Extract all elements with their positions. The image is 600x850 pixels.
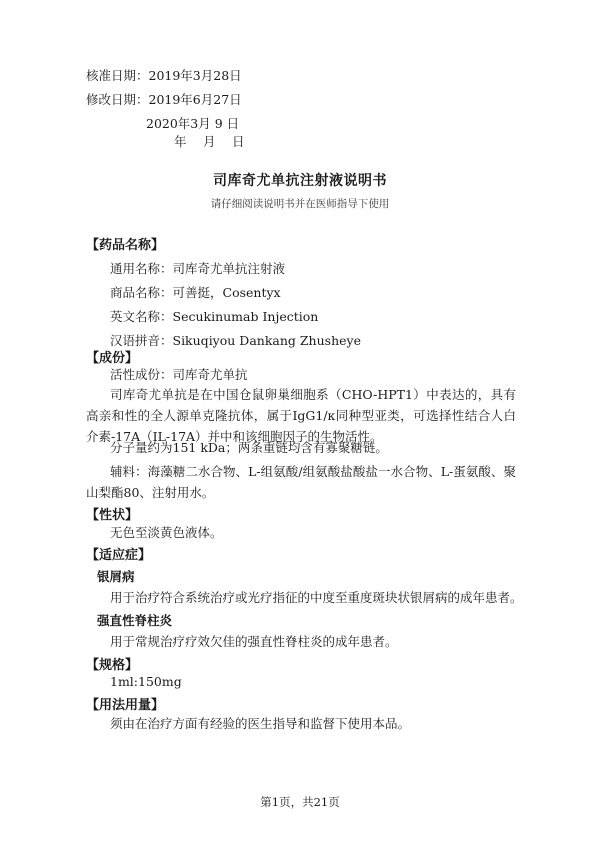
generic-name: 通用名称：司库奇尤单抗注射液 — [110, 261, 286, 276]
section-properties: 【性状】 — [86, 508, 139, 523]
section-drug-name: 【药品名称】 — [86, 238, 165, 253]
as-text: 用于常规治疗疗效欠佳的强直性脊柱炎的成年患者。 — [110, 634, 398, 649]
dosage-text: 须由在治疗方面有经验的医生指导和监督下使用本品。 — [110, 716, 411, 731]
section-composition: 【成份】 — [86, 351, 139, 366]
revision-date-3: 年 月 日 — [174, 134, 245, 149]
revision-date-1: 修改日期：2019年6月27日 — [86, 92, 242, 107]
page-footer: 第1页，共21页 — [260, 795, 340, 809]
psoriasis-title: 银屑病 — [97, 569, 135, 584]
excipients: 辅料：海藻糖二水合物、L-组氨酸/组氨酸盐酸盐一水合物、L-蛋氨酸、聚山梨酯80、注射用水。 — [86, 464, 516, 500]
approval-date: 核准日期：2019年3月28日 — [86, 68, 242, 83]
pinyin-name: 汉语拼音：Sikuqiyou Dankang Zhusheye — [110, 333, 361, 348]
psoriasis-text: 用于治疗符合系统治疗或光疗指征的中度至重度斑块状银屑病的成年患者。 — [110, 590, 523, 605]
active-ingredient: 活性成份：司库奇尤单抗 — [110, 367, 248, 382]
properties-text: 无色至淡黄色液体。 — [110, 525, 223, 540]
document-subtitle: 请仔细阅读说明书并在医师指导下使用 — [210, 198, 390, 210]
trade-name: 商品名称：可善挺，Cosentyx — [110, 285, 281, 300]
document-title: 司库奇尤单抗注射液说明书 — [213, 173, 387, 189]
section-indications: 【适应症】 — [86, 548, 152, 563]
molecular-weight: 分子量约为151 kDa；两条重链均含有寡聚糖链。 — [110, 440, 388, 455]
section-specification: 【规格】 — [86, 658, 139, 673]
revision-date-2: 2020年3月 9 日 — [146, 116, 240, 131]
specification-text: 1ml:150mg — [110, 674, 182, 689]
as-title: 强直性脊柱炎 — [97, 613, 173, 628]
section-dosage: 【用法用量】 — [86, 698, 165, 713]
composition-description: 司库奇尤单抗是在中国仓鼠卵巢细胞系（CHO-HPT1）中表达的，具有高亲和性的全人源单克隆抗体，属于IgG1/κ同种型亚类，可选择性结合人白介素-17A（IL-17A）并中和该细胞因子的生物活性。 — [86, 387, 516, 444]
english-name: 英文名称：Secukinumab Injection — [110, 309, 319, 324]
